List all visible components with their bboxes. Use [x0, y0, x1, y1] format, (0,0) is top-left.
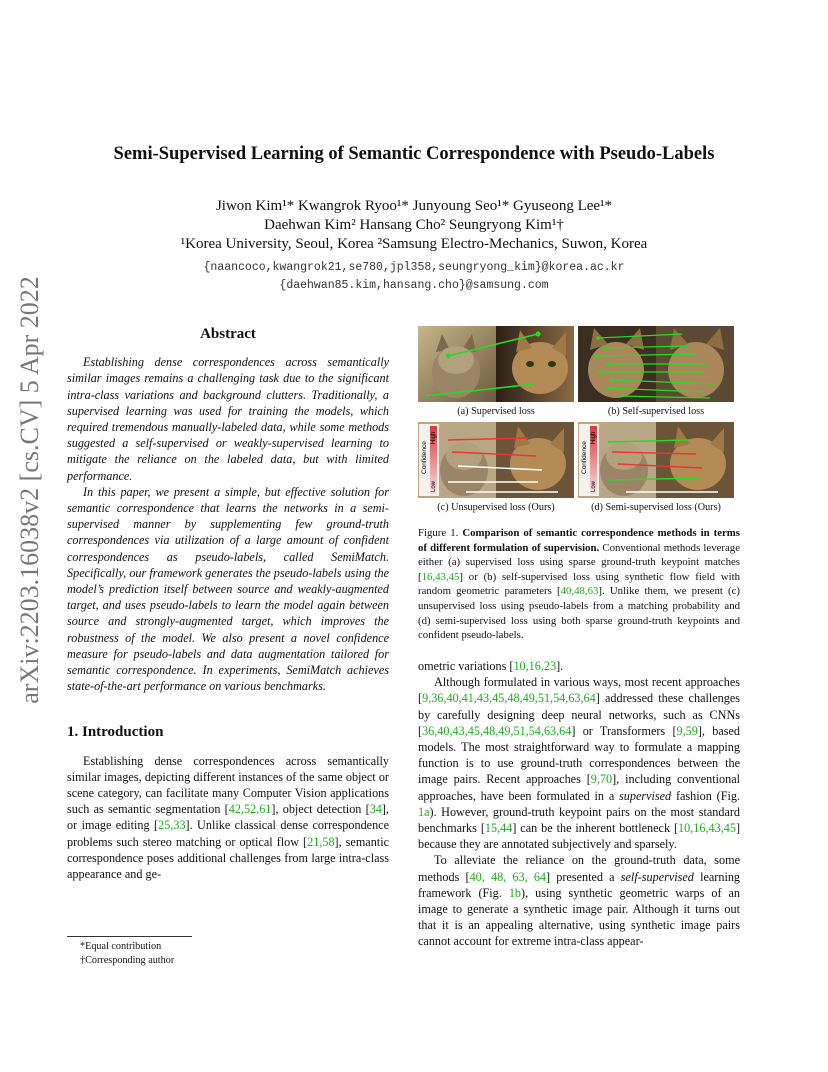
footnote-corresponding-author: †Corresponding author [80, 955, 175, 966]
citation-link[interactable]: 9,59 [676, 723, 698, 738]
citation-link[interactable]: 36,40,43,45,48,49,51,54,63,64 [422, 723, 572, 738]
affiliations: ¹Korea University, Seoul, Korea ²Samsung Electro-Mechanics, Suwon, Korea [180, 236, 648, 252]
subcaption-b: (b) Self-supervised loss [607, 406, 705, 417]
confidence-high-label: High [591, 431, 597, 444]
email-samsung: {daehwan85.kim,hansang.cho}@samsung.com [279, 279, 549, 292]
footnote-rule [67, 936, 192, 937]
cat-image-pair-d [578, 422, 734, 498]
intro-paragraph-2: Although formulated in various ways, most recent approaches [9,36,40,41,43,45,48,49,51,54,63,64] addressed these challenges by carefully designing deep neural networks, such as CNNs [36,40,43,45,48,49,51,54,63,64] or Transformers [9,59], based models. The most straightforward way to formulate a mapping function is to use ground-truth correspondences between the image pairs. Recent approaches [9,70], including conventional approaches, have been formulated in a supervised fashion (Fig. 1a). However, ground-truth keypoint pairs on the most standard benchmarks [15,44] can be the inherent bottleneck [10,16,43,45] because they are annotated subjectively and sparsely. [418, 675, 740, 852]
confidence-axis-label: Confidence [581, 441, 588, 474]
abstract-paragraph-2: In this paper, we present a simple, but effective solution for semantic correspondence that learns the networks in a semi-supervised manner by supplementing few ground-truth correspondences via utilization of a large amount of confident correspondences as pseudo-labels, called SemiMatch. Specifically, our framework generates the pseudo-labels using the model’s prediction itself between source and weakly-augmented target, and uses pseudo-labels to learn the model again between source and strongly-augmented target, which improves the robustness of the model. We also present a novel confidence measure for pseudo-labels and data augmentation tailored for semantic correspondence. In experiments, SemiMatch achieves state-of-the-art performance on various benchmarks. [67, 484, 389, 694]
confidence-low-label: Low [591, 480, 597, 492]
subcaption-d: (d) Semi-supervised loss (Ours) [591, 502, 721, 513]
left-column [67, 326, 389, 882]
cat-image-pair-b [578, 326, 734, 402]
citation-link[interactable]: 21,58 [307, 834, 335, 849]
subcaption-a: (a) Supervised loss [457, 406, 535, 417]
authors-line-2: Daehwan Kim² Hansang Cho² Seungryong Kim¹† [264, 217, 564, 233]
abstract-heading: Abstract [200, 326, 256, 342]
citation-link[interactable]: 40,48,63 [560, 585, 599, 598]
figure-panel-d [578, 422, 734, 498]
subcaption-c: (c) Unsupervised loss (Ours) [437, 502, 555, 513]
confidence-low-label: Low [431, 480, 437, 492]
figure-panel-a [418, 326, 574, 402]
footnote-equal-contribution: *Equal contribution [80, 941, 162, 952]
intro-paragraph-1: Establishing dense correspondences across semantically similar images, depicting different instances of the same object or scene category, can facilitate many Computer Vision applications such as semantic segmentation [42,52,61], object detection [34], or image editing [25,33]. Unlike classical dense correspondence problems such stereo matching or optical flow [21,58], semantic correspondence poses additional challenges from large intra-class appearance and ge- [67, 753, 389, 882]
citation-link[interactable]: 10,16,43,45 [678, 821, 736, 836]
citation-link[interactable]: 10,16,23 [513, 659, 557, 673]
arxiv-identifier: arXiv:2203.16038v2 [cs.CV] 5 Apr 2022 [15, 276, 44, 704]
cat-image-pair-c [418, 422, 574, 498]
citation-link[interactable]: 9,36,40,41,43,45,48,49,51,54,63,64 [422, 691, 596, 706]
intro-heading: 1. Introduction [67, 724, 164, 741]
authors-line-1: Jiwon Kim¹* Kwangrok Ryoo¹* Junyoung Seo¹* Gyuseong Lee¹* [215, 198, 613, 214]
citation-link[interactable]: 40, 48, 63, 64 [469, 869, 547, 884]
figure-link[interactable]: 1a [418, 804, 430, 819]
citation-link[interactable]: 16,43,45 [421, 570, 460, 583]
citation-link[interactable]: 9,70 [590, 772, 613, 787]
figure-1 [418, 326, 742, 516]
citation-link[interactable]: 25,33 [158, 818, 186, 833]
intro-continuation: ometric variations [10,16,23]. [418, 659, 564, 673]
confidence-axis-label: Confidence [421, 441, 428, 474]
abstract-paragraph-1: Establishing dense correspondences across semantically similar images remains a challenging task due to the significant intra-class variations and background clutters. Traditionally, a supervised learning was used for training the models, which required tremendous manually-labeled data, while some methods suggested a self-supervised or weakly-supervised learning to mitigate the reliance on the labeled data, but with limited performance. [67, 355, 389, 483]
right-column [418, 658, 740, 950]
intro-paragraph-3: To alleviate the reliance on the ground-truth data, some methods [40, 48, 63, 64] presented a self-supervised learning framework (Fig. 1b), using synthetic geometric warps of an image to generate a synthetic image pair. Although it turns out that it is an appealing alternative, using synthetic image pairs cannot account for extreme intra-class appear- [418, 853, 741, 949]
paper-title: Semi-Supervised Learning of Semantic Correspondence with Pseudo-Labels [113, 144, 715, 164]
cat-image-pair-a [418, 326, 574, 402]
figure-link[interactable]: 1b [508, 885, 522, 900]
confidence-high-label: High [431, 431, 437, 444]
email-korea: {naancoco,kwangrok21,se780,jpl358,seungryong_kim}@korea.ac.kr [203, 261, 625, 274]
citation-link[interactable]: 15,44 [484, 821, 513, 836]
citation-link[interactable]: 42,52,61 [228, 802, 272, 817]
figure-panel-b [578, 326, 734, 402]
citation-link[interactable]: 34 [369, 802, 382, 817]
arxiv-sidebar [12, 276, 48, 704]
figure-1-caption: Figure 1. Comparison of semantic correspondence methods in terms of different formulation of supervision. Conventional methods leverage either (a) supervised loss using sparse ground-truth keypoint matches [16,43,45] or (b) self-supervised loss using synthetic flow field with random geometric parameters [40,48,63]. Unlike them, we present (c) unsupervised loss using pseudo-labels from a matching probability and (d) semi-supervised loss using both sparse ground-truth keypoints and confident pseudo-labels. [418, 527, 740, 642]
figure-panel-c [418, 422, 574, 498]
